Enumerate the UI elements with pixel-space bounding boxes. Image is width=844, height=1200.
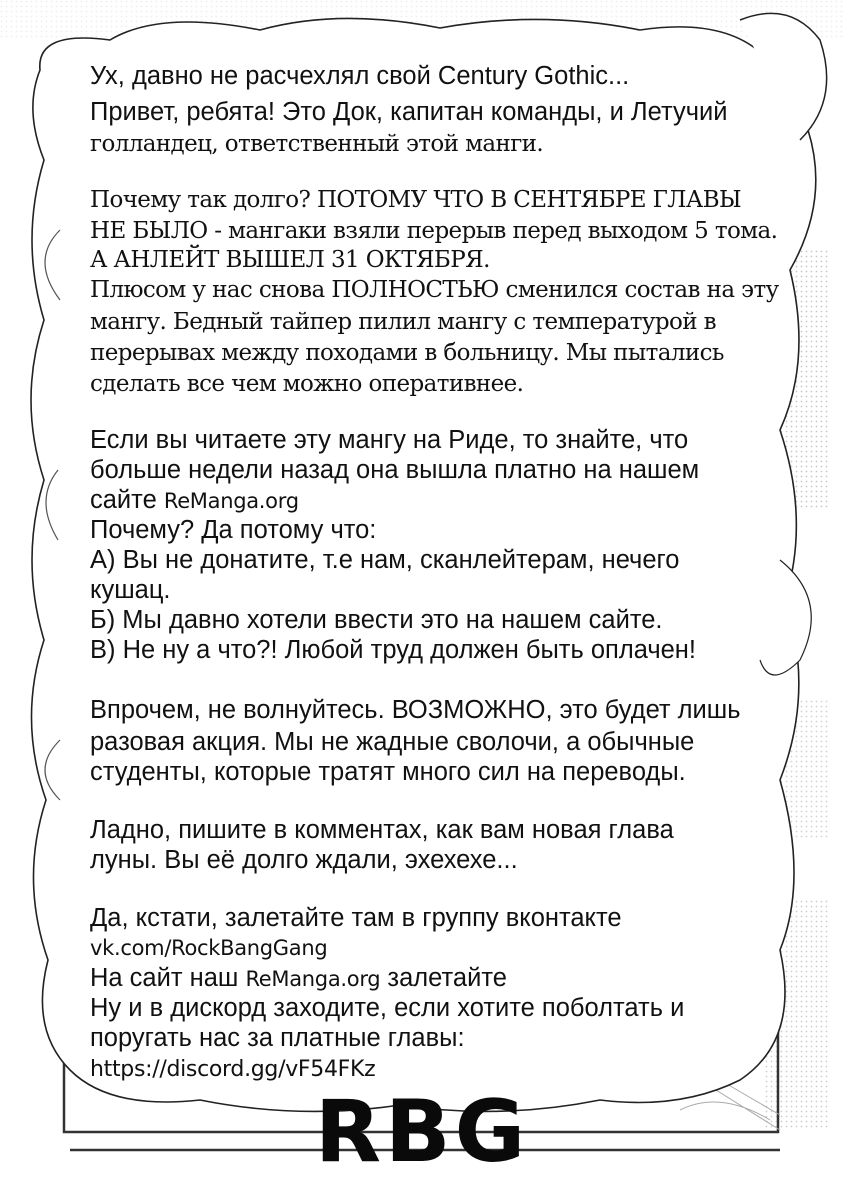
note-line: Да, кстати, залетайте там в группу вконтакте — [90, 904, 622, 932]
note-line: Почему? Да потому что: — [90, 516, 377, 544]
note-text: залетайте — [380, 964, 507, 992]
note-line: А АНЛЕЙТ ВЫШЕЛ 31 ОКТЯБРЯ. — [90, 247, 490, 273]
note-line: Ух, давно не расчехлял свой Century Gothic... — [90, 62, 630, 90]
note-line: В) Не ну а что?! Любой труд должен быть оплачен! — [90, 636, 696, 664]
note-line: перерывах между походами в больницу. Мы пытались — [90, 340, 724, 366]
note-line: мангу. Бедный тайпер пилил мангу с температурой в — [90, 309, 716, 335]
note-line: Привет, ребята! Это Док, капитан команды, и Летучий — [90, 98, 728, 126]
note-line: Ну и в дискорд заходите, если хотите поболтать и — [90, 994, 685, 1022]
note-line: студенты, которые тратят много сил на переводы. — [90, 758, 686, 786]
note-line: больше недели назад она вышла платно на нашем — [90, 456, 700, 484]
note-line: разовая акция. Мы не жадные сволочи, а обычные — [90, 728, 695, 756]
note-line: Если вы читаете эту мангу на Риде, то знайте, что — [90, 426, 689, 454]
vk-link[interactable]: vk.com/RockBangGang — [90, 936, 328, 960]
note-line: сделать все чем можно оперативнее. — [90, 371, 524, 397]
note-line: А) Вы не донатите, т.е нам, сканлейтерам, нечего — [90, 546, 680, 574]
note-line — [90, 962, 507, 995]
note-line: луны. Вы её долго ждали, эхехехе... — [90, 846, 518, 874]
note-line: кушац. — [90, 576, 171, 604]
note-line: Ладно, пишите в комментах, как вам новая глава — [90, 816, 674, 844]
note-line: Почему так долго? ПОТОМУ ЧТО В СЕНТЯБРЕ ГЛАВЫ — [90, 187, 742, 213]
discord-link[interactable]: https://discord.gg/vF54FKz — [90, 1057, 376, 1082]
rbg-logo: RBG — [314, 1082, 530, 1182]
site-link[interactable]: ReManga.org — [163, 489, 299, 513]
note-line: Б) Мы давно хотели ввести это на нашем сайте. — [90, 606, 663, 634]
note-text: сайте — [90, 486, 164, 514]
note-line: поругать нас за платные главы: — [90, 1024, 465, 1052]
note-text: На сайт наш — [90, 964, 246, 992]
note-line: голландец, ответственный этой манги. — [90, 131, 544, 157]
note-line: Плюсом у нас снова ПОЛНОСТЬЮ сменился состав на эту — [90, 277, 779, 303]
note-line: НЕ БЫЛО - мангаки взяли перерыв перед выходом 5 тома. — [90, 218, 778, 244]
site-link[interactable]: ReManga.org — [245, 967, 381, 991]
note-line: Впрочем, не волнуйтесь. ВОЗМОЖНО, это будет лишь — [90, 696, 741, 724]
note-line — [90, 484, 299, 517]
